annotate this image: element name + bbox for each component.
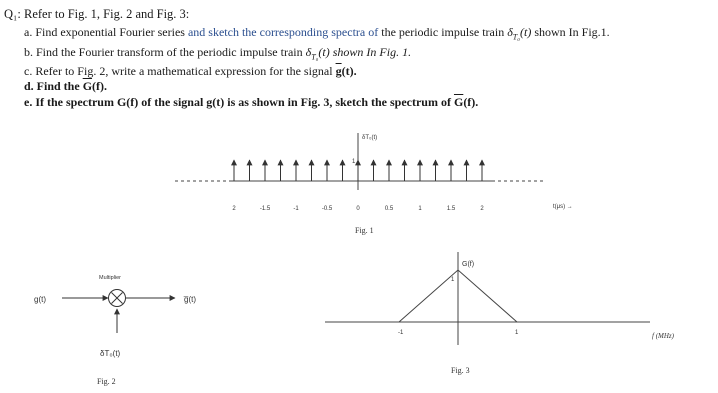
item-a-blue: and sketch the corresponding spectra of bbox=[187, 25, 379, 39]
fig1-peak-label: 1 bbox=[352, 159, 356, 165]
fig2-input-label: g(t) bbox=[34, 295, 46, 304]
fig1-tick-label: -1.5 bbox=[259, 206, 271, 212]
item-b-sub: T₀ bbox=[311, 51, 319, 61]
fig3-peak-label: 1 bbox=[451, 277, 455, 283]
item-d-prefix: d. Find the bbox=[24, 79, 83, 94]
fig3-caption: Fig. 3 bbox=[451, 366, 470, 375]
item-a-end: shown In Fig.1. bbox=[531, 25, 610, 39]
fig2-carrier-label: δT₀(t) bbox=[100, 349, 121, 358]
fig3-frequency-unit: f (MHz) bbox=[652, 332, 674, 340]
item-c-end: (t). bbox=[341, 64, 357, 79]
item-a-delta: δ bbox=[507, 25, 513, 39]
fig2-caption: Fig. 2 bbox=[97, 377, 116, 386]
item-e-end: (f). bbox=[463, 94, 479, 109]
item-a-mid: the periodic impulse train bbox=[378, 25, 508, 39]
question-title: Q₁: Refer to Fig. 1, Fig. 2 and Fig. 3: bbox=[4, 7, 190, 21]
item-c-gbar: $\overline{g}$ bbox=[335, 64, 342, 79]
fig1-caption: Fig. 1 bbox=[355, 226, 374, 235]
item-a-t: (t) bbox=[520, 25, 532, 39]
item-e-gbar: $\overline{G}$ bbox=[453, 94, 464, 109]
fig1-time-unit: t(μs) → bbox=[553, 204, 573, 210]
item-e-prefix: e. If the spectrum G(f) of the signal g(t) is as shown in Fig. 3, sketch the spectrum of bbox=[24, 94, 454, 109]
fig3-right-tick: 1 bbox=[515, 330, 519, 336]
fig1-axis-label: δT₀(t) bbox=[362, 135, 378, 141]
item-c-prefix: c. Refer to Fig. 2, write a mathematical expression for the signal bbox=[24, 64, 336, 79]
fig3-left-tick: -1 bbox=[398, 330, 404, 336]
fig3-spectrum bbox=[325, 252, 675, 375]
item-d-end: (f). bbox=[92, 79, 108, 94]
item-d-gbar: $\overline{G}$ bbox=[82, 79, 93, 94]
fig1-tick-label: 0 bbox=[356, 206, 360, 212]
item-b-prefix: b. Find the Fourier transform of the periodic impulse train bbox=[24, 44, 306, 59]
fig1-impulse-train bbox=[175, 133, 573, 235]
item-a-sub: T₀ bbox=[512, 32, 521, 42]
item-a-prefix: a. Find exponential Fourier series bbox=[24, 25, 188, 39]
fig2-multiplier-label: Multiplier bbox=[99, 275, 122, 281]
fig2-multiplier-block bbox=[34, 275, 196, 386]
fig1-tick-label: -0.5 bbox=[321, 206, 333, 212]
fig1-tick-label: -1 bbox=[293, 206, 299, 212]
fig1-tick-label: 0.5 bbox=[384, 206, 394, 212]
item-b-delta: δ bbox=[305, 44, 312, 59]
fig3-axis-label: G(f) bbox=[462, 261, 475, 268]
fig1-impulses bbox=[234, 160, 482, 181]
fig2-output-label: g̅(t) bbox=[184, 295, 196, 304]
fig1-tick-label: 2 bbox=[232, 206, 236, 212]
fig1-tick-label: 2 bbox=[480, 206, 484, 212]
fig1-tick-labels bbox=[232, 206, 484, 212]
item-b-end: (t) shown In Fig. 1. bbox=[318, 44, 412, 59]
fig1-tick-label: 1.5 bbox=[446, 206, 456, 212]
fig1-tick-label: 1 bbox=[418, 206, 422, 212]
